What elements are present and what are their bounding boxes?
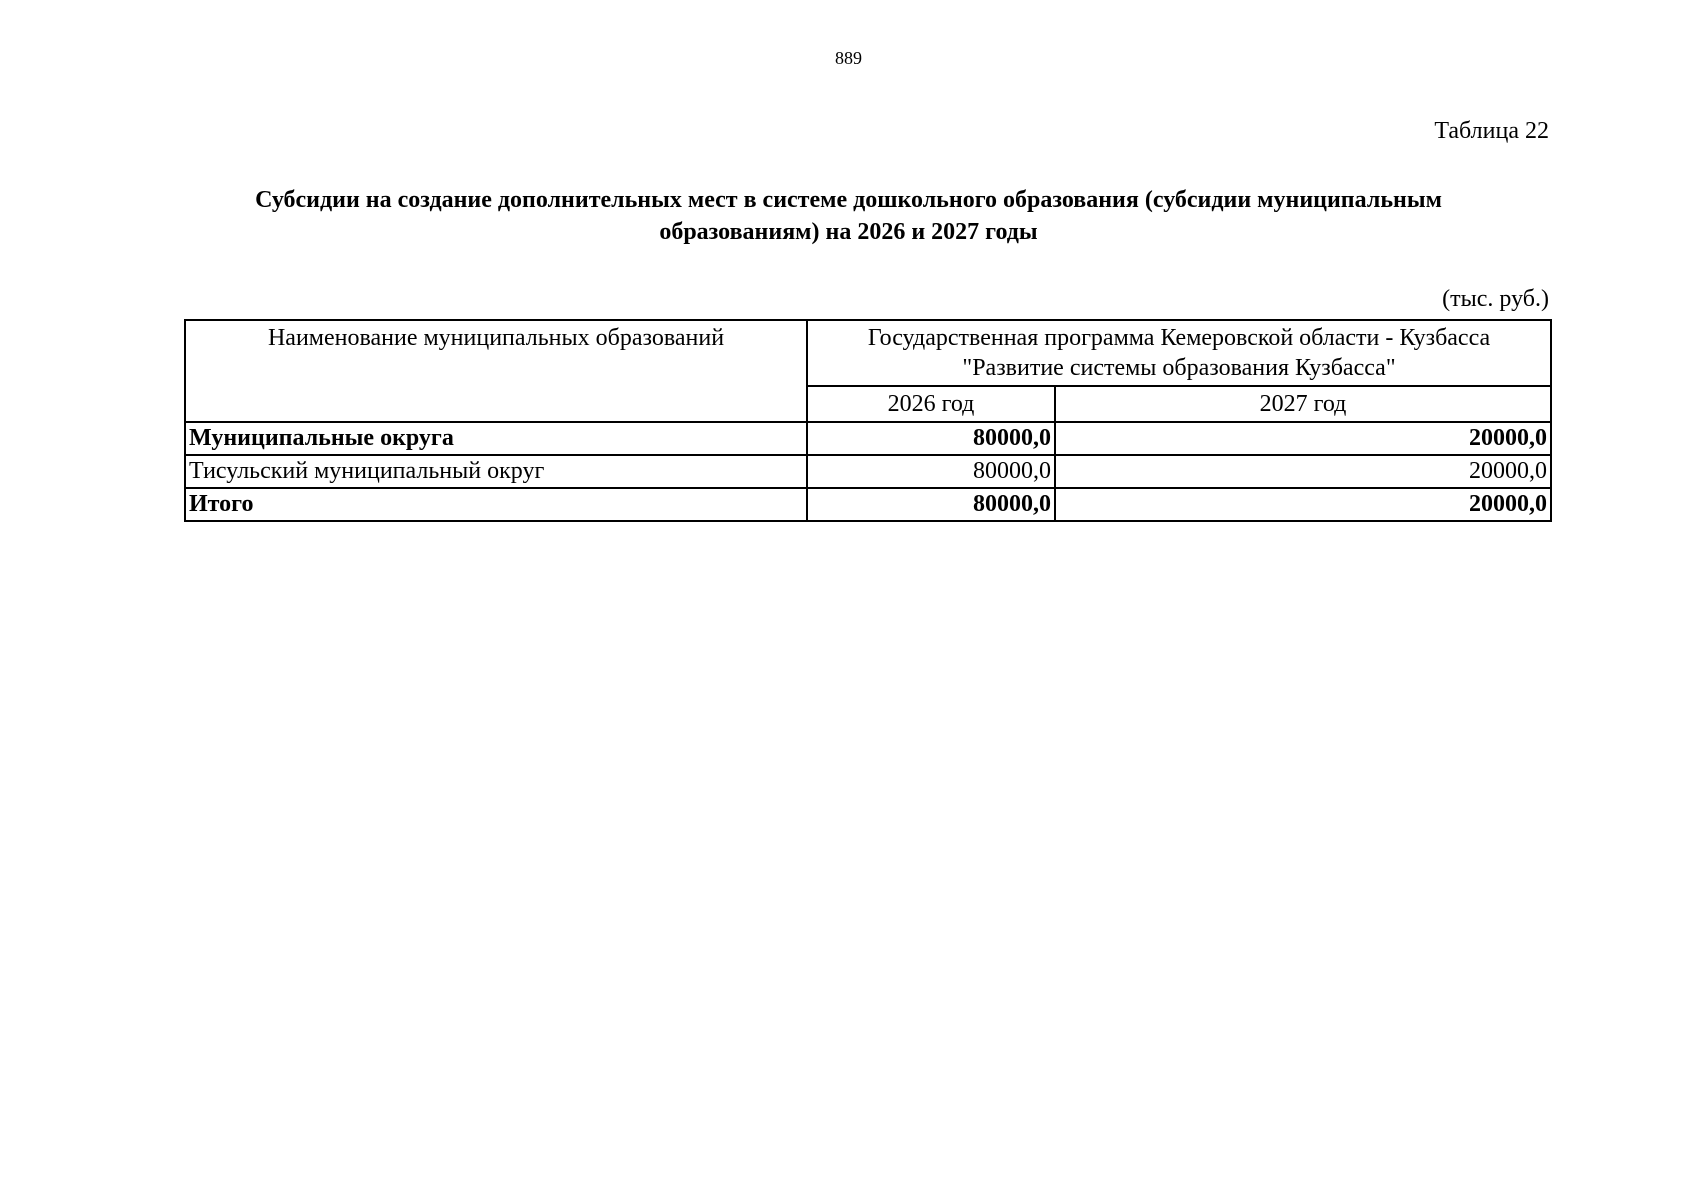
table-label: Таблица 22 bbox=[1434, 118, 1549, 144]
row-value-2026: 80000,0 bbox=[807, 455, 1055, 488]
row-value-2026: 80000,0 bbox=[807, 422, 1055, 455]
units-label: (тыс. руб.) bbox=[1442, 286, 1549, 312]
row-value-2027: 20000,0 bbox=[1055, 422, 1551, 455]
row-value-2027: 20000,0 bbox=[1055, 455, 1551, 488]
header-year-2027: 2027 год bbox=[1055, 386, 1551, 422]
row-value-2027: 20000,0 bbox=[1055, 488, 1551, 521]
row-name: Итого bbox=[185, 488, 807, 521]
table-row-total bbox=[185, 488, 1551, 521]
table-row-tisulsky-district bbox=[185, 455, 1551, 488]
header-program-line-1: Государственная программа Кемеровской области - Кузбасса bbox=[867, 325, 1491, 351]
row-name: Муниципальные округа bbox=[185, 422, 807, 455]
row-value-2026: 80000,0 bbox=[807, 488, 1055, 521]
page-number: 889 bbox=[835, 48, 862, 68]
document-title-line-1: Субсидии на создание дополнительных мест в системе дошкольного образования (субсидии муниципальным bbox=[255, 187, 1442, 213]
row-name: Тисульский муниципальный округ bbox=[185, 455, 807, 488]
subsidy-table bbox=[184, 319, 1552, 522]
document-title bbox=[200, 184, 1497, 248]
document-title-line-2: образованиям) на 2026 и 2027 годы bbox=[659, 219, 1038, 245]
header-name-column: Наименование муниципальных образований bbox=[185, 320, 807, 422]
header-program-line-2: "Развитие системы образования Кузбасса" bbox=[962, 355, 1396, 381]
header-year-2026: 2026 год bbox=[807, 386, 1055, 422]
header-program bbox=[807, 320, 1551, 386]
table-row-municipal-districts bbox=[185, 422, 1551, 455]
